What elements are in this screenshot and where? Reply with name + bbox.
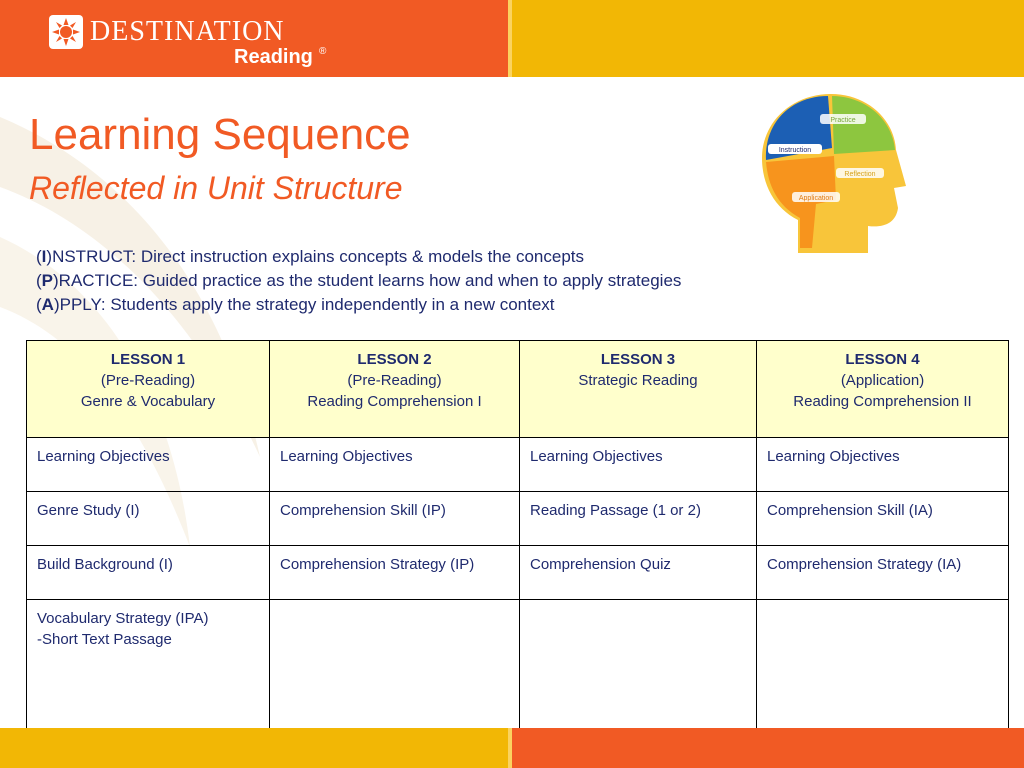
puzzle-head-icon (756, 88, 906, 258)
table-row (27, 438, 1009, 492)
table-cell: Comprehension Strategy (IP) (270, 546, 520, 600)
table-cell (27, 600, 270, 729)
lesson-subtitle: Strategic Reading (578, 372, 698, 389)
lesson-header-2 (270, 341, 520, 438)
lesson-title: LESSON 4 (845, 351, 920, 368)
table-cell: Comprehension Skill (IA) (757, 492, 1009, 546)
definition-text: )RACTICE: Guided practice as the student learns how and when to apply strategies (53, 271, 682, 290)
table-cell: Learning Objectives (27, 438, 270, 492)
puzzle-label-practice: Practice (830, 117, 856, 124)
lesson-subtitle: (Application) (840, 372, 925, 389)
lesson-header-3 (520, 341, 757, 438)
header-banner (0, 0, 1024, 77)
table-cell: Comprehension Strategy (IA) (757, 546, 1009, 600)
definition-text: )PPLY: Students apply the strategy independently in a new context (53, 295, 555, 314)
lesson-focus: Reading Comprehension II (793, 393, 972, 410)
table-cell (520, 600, 757, 729)
table-cell: Comprehension Skill (IP) (270, 492, 520, 546)
logo-destination-text: DESTINATION (90, 16, 285, 47)
table-row (27, 492, 1009, 546)
slide-title: Learning Sequence (29, 110, 411, 159)
banner-gold-block (512, 0, 1024, 77)
puzzle-label-instruction: Instruction (778, 147, 812, 154)
bracket-open: ( (36, 295, 42, 314)
lesson-title: LESSON 3 (600, 351, 676, 368)
definition-apply (36, 293, 681, 317)
definition-letter: A (41, 295, 54, 314)
lesson-focus: Genre & Vocabulary (80, 393, 216, 410)
sun-logo-icon (48, 14, 84, 50)
footer-orange-block (512, 728, 1024, 768)
cell-line: -Short Text Passage (37, 631, 172, 648)
table-cell: Learning Objectives (757, 438, 1009, 492)
table-cell (757, 600, 1009, 729)
table-cell: Reading Passage (1 or 2) (520, 492, 757, 546)
table-cell: Build Background (I) (27, 546, 270, 600)
definition-letter: I (41, 247, 47, 266)
cell-line: Vocabulary Strategy (IPA) (37, 610, 209, 627)
logo-registered-mark: ® (319, 46, 327, 57)
table-cell: Learning Objectives (520, 438, 757, 492)
lesson-subtitle: (Pre-Reading) (100, 372, 196, 389)
lesson-table (26, 340, 1009, 729)
table-cell (270, 600, 520, 729)
lesson-title: LESSON 1 (110, 351, 186, 368)
bracket-open: ( (36, 247, 42, 266)
table-cell: Comprehension Quiz (520, 546, 757, 600)
lesson-header-4 (757, 341, 1009, 438)
table-row (27, 546, 1009, 600)
lesson-focus: Reading Comprehension I (307, 393, 482, 410)
definition-instruct (36, 245, 681, 269)
puzzle-label-application: Application (798, 195, 834, 202)
logo-reading-text: Reading (234, 46, 313, 68)
definition-letter: P (41, 271, 54, 290)
definition-practice (36, 269, 681, 293)
definition-text: )NSTRUCT: Direct instruction explains concepts & models the concepts (46, 247, 585, 266)
lesson-title: LESSON 2 (357, 351, 432, 368)
puzzle-label-reflection: Reflection (844, 171, 876, 178)
table-cell: Genre Study (I) (27, 492, 270, 546)
footer-gold-block (0, 728, 512, 768)
slide-subtitle: Reflected in Unit Structure (29, 170, 403, 206)
lesson-header-1 (27, 341, 270, 438)
footer-banner (0, 728, 1024, 768)
ipa-definitions (36, 245, 681, 317)
table-header-row (27, 341, 1009, 438)
table-cell: Learning Objectives (270, 438, 520, 492)
table-row (27, 600, 1009, 729)
lesson-subtitle: (Pre-Reading) (347, 372, 442, 389)
bracket-open: ( (36, 271, 42, 290)
